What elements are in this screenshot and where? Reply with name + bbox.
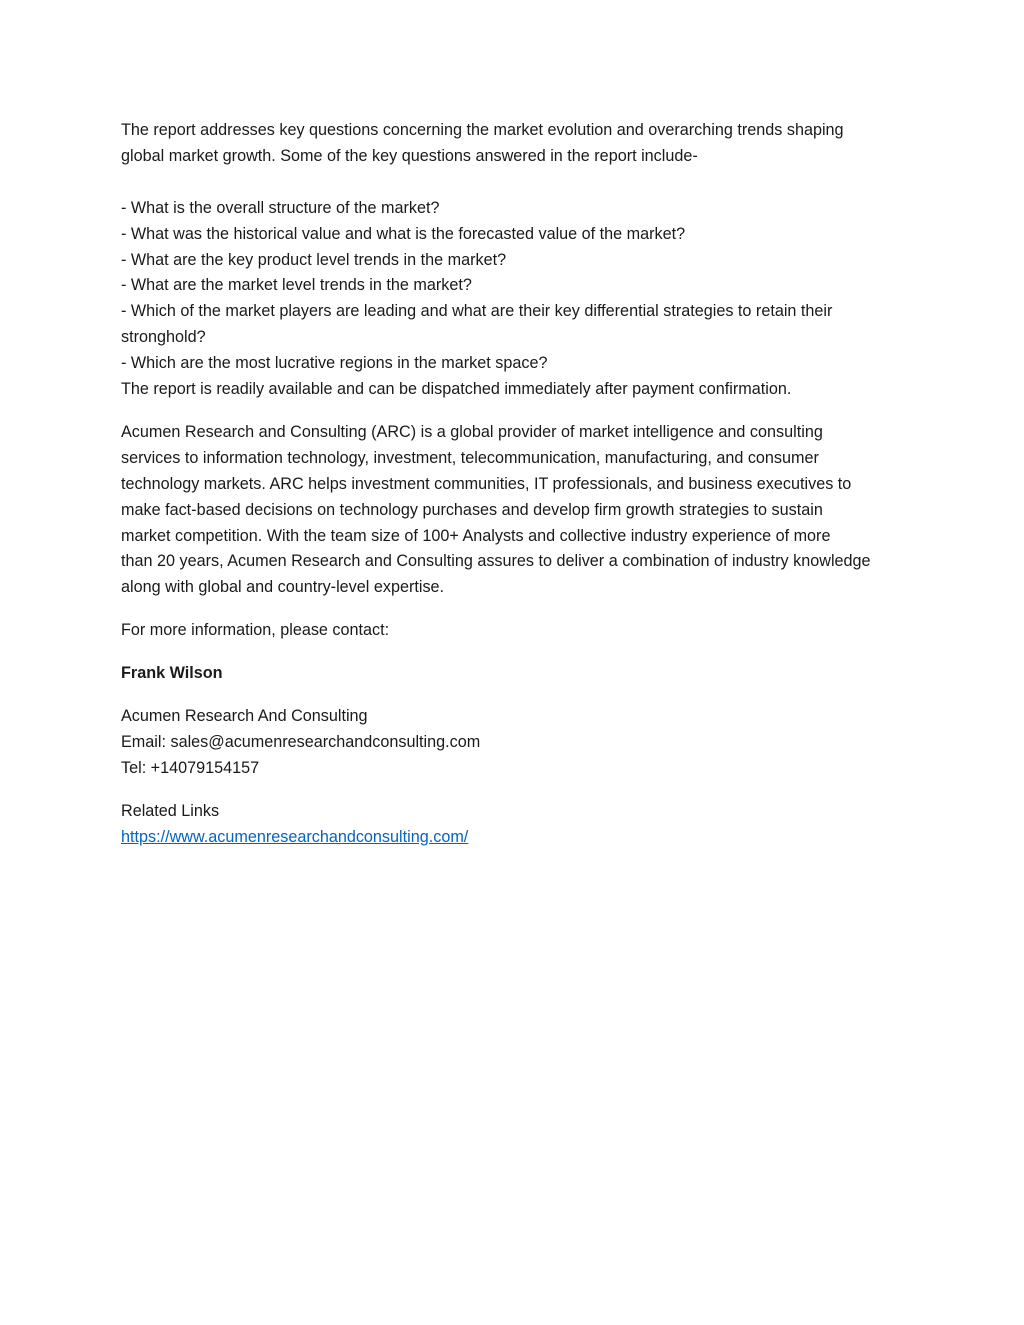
contact-prompt <box>121 618 911 644</box>
contact-prompt-text: For more information, please contact: <box>121 621 390 640</box>
related-link-url[interactable]: https://www.acumenresearchandconsulting.com/ <box>121 827 469 846</box>
question-item-continuation: stronghold? <box>121 328 206 347</box>
intro-paragraph <box>121 118 911 170</box>
question-item: - Which of the market players are leading and what are their key differential strategies to retain their <box>121 302 833 321</box>
contact-company: Acumen Research And Consulting <box>121 707 368 726</box>
question-item: - Which are the most lucrative regions in the market space? <box>121 354 548 373</box>
availability-text: The report is readily available and can be dispatched immediately after payment confirmation. <box>121 380 792 399</box>
question-item: - What is the overall structure of the market? <box>121 198 440 217</box>
intro-line-1: The report addresses key questions concerning the market evolution and overarching trends shaping <box>121 121 844 139</box>
contact-name-block <box>121 661 911 687</box>
about-line: than 20 years, Acumen Research and Consulting assures to deliver a combination of industry knowledge <box>121 552 871 571</box>
about-line: services to information technology, investment, telecommunication, manufacturing, and consumer <box>121 448 819 467</box>
question-item: - What was the historical value and what is the forecasted value of the market? <box>121 224 686 243</box>
contact-details <box>121 704 911 782</box>
about-line: market competition. With the team size of 100+ Analysts and collective industry experience of more <box>121 526 831 545</box>
about-line: make fact-based decisions on technology purchases and develop firm growth strategies to sustain <box>121 500 823 519</box>
intro-line-2: global market growth. Some of the key questions answered in the report include- <box>121 146 698 165</box>
about-line: Acumen Research and Consulting (ARC) is a global provider of market intelligence and consulting <box>121 422 823 441</box>
contact-phone: Tel: +14079154157 <box>121 758 260 777</box>
contact-email: Email: sales@acumenresearchandconsulting.com <box>121 733 481 752</box>
about-line: along with global and country-level expertise. <box>121 578 445 597</box>
document-page <box>121 118 911 851</box>
related-links-heading: Related Links <box>121 801 220 820</box>
question-item: - What are the key product level trends in the market? <box>121 250 507 269</box>
related-links <box>121 799 911 851</box>
about-line: technology markets. ARC helps investment communities, IT professionals, and business executives to <box>121 474 852 493</box>
question-item: - What are the market level trends in the market? <box>121 276 472 295</box>
contact-name: Frank Wilson <box>121 664 223 683</box>
about-paragraph <box>121 420 911 601</box>
questions-list <box>121 196 911 403</box>
